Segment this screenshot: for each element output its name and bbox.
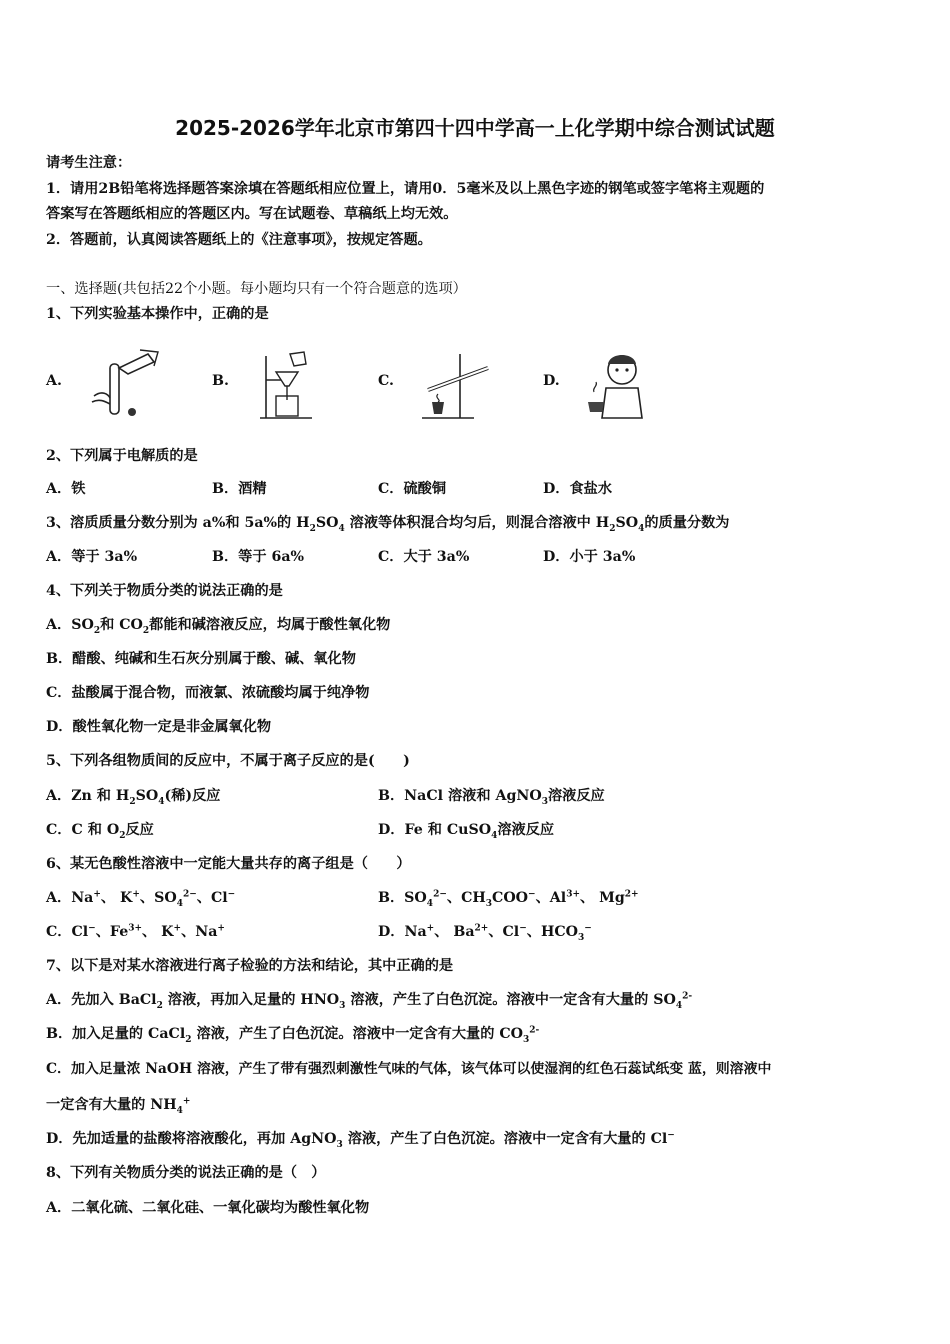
q8-option-a: A．二氧化硫、二氧化硅、一氧化碳均为酸性氧化物 <box>46 1200 370 1216</box>
q2-option-d: D．食盐水 <box>543 481 613 497</box>
q3-option-c: C．大于 3a% <box>378 549 470 565</box>
q7-option-a: A．先加入 BaCl$_2$ 溶液，再加入足量的 $HNO_3$ 溶液，产生了白色沉淀。溶液中一定含有大量的 $SO_4^{2-}$ <box>46 991 693 1011</box>
q3-option-b: B．等于 6a% <box>212 549 305 565</box>
q1-option-c-label: C. <box>378 373 394 389</box>
q1-option-b-label: B. <box>212 373 229 389</box>
q8-stem: 8、下列有关物质分类的说法正确的是（ ） <box>46 1165 326 1181</box>
q3-option-d: D．小于 3a% <box>543 549 636 565</box>
q5-option-d: D．Fe 和 CuSO$_4$溶液反应 <box>378 822 555 841</box>
page-title: 2025-2026学年北京市第四十四中学高一上化学期中综合测试试题 <box>175 116 775 140</box>
q2-option-c: C．硫酸铜 <box>378 481 447 497</box>
q4-option-c: C．盐酸属于混合物，而液氯、浓硫酸均属于纯净物 <box>46 685 370 701</box>
q7-option-d: D．先加适量的盐酸将溶液酸化，再加 AgNO$_3$ 溶液，产生了白色沉淀。溶液中一定含有大量的 Cl− <box>46 1130 675 1150</box>
q1-stem: 1、下列实验基本操作中，正确的是 <box>46 306 269 322</box>
q2-stem: 2、下列属于电解质的是 <box>46 448 198 464</box>
q1-figure-b-filtration <box>258 350 314 422</box>
q3-stem: 3、溶质质量分数分别为 a%和 5a%的 $H_2SO_4$ 溶液等体积混合均匀后，则混合溶液中 $H_2SO_4$的质量分数为 <box>46 515 730 534</box>
q1-figure-a-pouring-into-tube <box>88 346 160 422</box>
q7-stem: 7、以下是对某水溶液进行离子检验的方法和结论，其中正确的是 <box>46 958 454 974</box>
q1-option-d-label: D. <box>543 373 560 389</box>
notice-heading: 请考生注意： <box>46 155 132 171</box>
q7-option-c-line-2: 一定含有大量的 $NH_4^+$ <box>46 1096 191 1116</box>
q6-option-c: C．Cl−、$Fe^{3+}$、 K+、Na+ <box>46 923 225 940</box>
q4-option-a: A．$SO_2$和 $CO_2$都能和碱溶液反应，均属于酸性氧化物 <box>46 617 391 636</box>
q4-option-b: B．醋酸、纯碱和生石灰分别属于酸、碱、氧化物 <box>46 651 356 667</box>
q6-stem: 6、某无色酸性溶液中一定能大量共存的离子组是（ ） <box>46 856 411 872</box>
q6-option-d: D．Na+、 $Ba^{2+}$、Cl−、$HCO_3^-$ <box>378 923 592 943</box>
q7-option-b: B．加入足量的 CaCl$_2$ 溶液，产生了白色沉淀。溶液中一定含有大量的 $CO_3^{2-}$ <box>46 1025 540 1045</box>
notice-line-3: 2．答题前，认真阅读答题纸上的《注意事项》，按规定答题。 <box>46 232 432 248</box>
q5-stem: 5、下列各组物质间的反应中，不属于离子反应的是( ) <box>46 753 410 769</box>
q3-option-a: A．等于 3a% <box>46 549 138 565</box>
q1-figure-c-heating-tube <box>414 350 496 422</box>
q6-option-a: A．Na+、 K+、$SO_4^{2-}$、Cl− <box>46 889 236 909</box>
q4-stem: 4、下列关于物质分类的说法正确的是 <box>46 583 283 599</box>
section-heading: 一、选择题(共包括22个小题。每小题均只有一个符合题意的选项） <box>46 281 467 297</box>
q2-option-b: B．酒精 <box>212 481 267 497</box>
q6-option-b: B．$SO_4^{2-}$、$CH_3COO^-$、$Al^{3+}$、 $Mg^{2+}$ <box>378 889 639 909</box>
q1-option-a-label: A. <box>46 373 62 389</box>
q4-option-d: D．酸性氧化物一定是非金属氧化物 <box>46 719 272 735</box>
q7-option-c-line-1: C．加入足量浓 NaOH 溶液，产生了带有强烈刺激性气味的气体，该气体可以使湿润的红色石蕊试纸变 蓝，则溶液中 <box>46 1061 772 1077</box>
q1-figure-d-smelling-person <box>584 348 656 424</box>
q2-option-a: A．铁 <box>46 481 86 497</box>
q5-option-b: B．NaCl 溶液和 AgNO$_3$溶液反应 <box>378 788 605 807</box>
notice-line-2: 答案写在答题纸相应的答题区内。写在试题卷、草稿纸上均无效。 <box>46 206 458 222</box>
q5-option-c: C．C 和 $O_2$反应 <box>46 822 154 841</box>
q5-option-a: A．Zn 和 $H_2SO_4$(稀)反应 <box>46 788 221 807</box>
notice-line-1: 1．请用2B铅笔将选择题答案涂填在答题纸相应位置上，请用0．5毫米及以上黑色字迹的钢笔或签字笔将主观题的 <box>46 181 765 197</box>
